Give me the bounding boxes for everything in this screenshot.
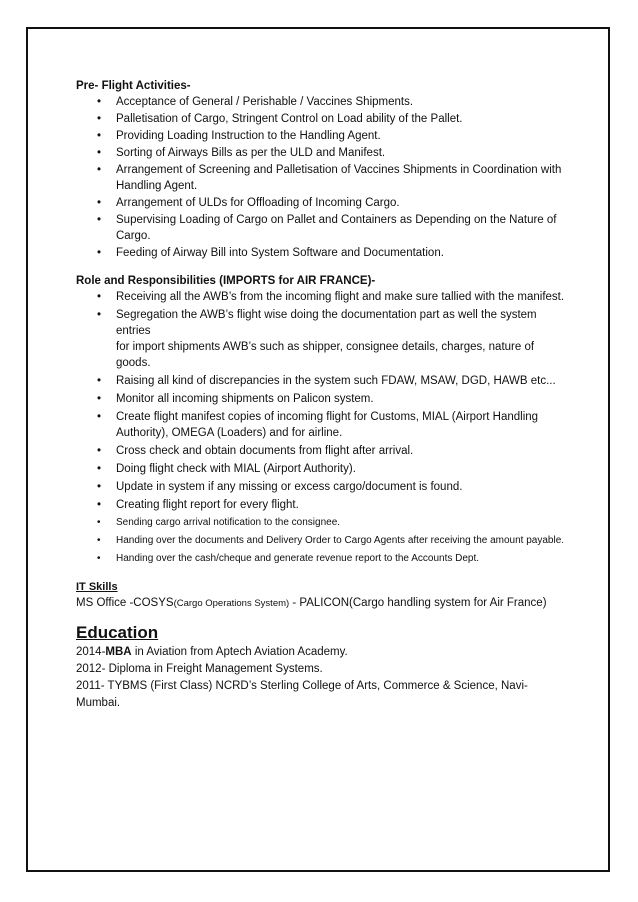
list-item: • Receiving all the AWB’s from the incoming flight and make sure tallied with the manifest. [97,291,565,303]
list-item: • Sorting of Airways Bills as per the ULD and Manifest. [97,147,386,159]
education-diploma: 2012- Diploma in Freight Management Systems. [76,663,323,675]
it-skills-heading: IT Skills [76,581,118,593]
bullet-icon: • [97,214,102,226]
education-tybms: 2011- TYBMS (First Class) NCRD’s Sterling College of Arts, Commerce & Science, Navi-Mumbai. [76,680,528,709]
bullet-icon: • [97,535,101,546]
list-item: • Creating flight report for every flight. [97,499,299,511]
list-item: • Create flight manifest copies of incoming flight for Customs, MIAL (Airport Handling Authority), OMEGA (Loaders) and for airline. [97,411,539,439]
list-item: • Sending cargo arrival notification to the consignee. [76,515,566,531]
education-mba: 2014-MBA in Aviation from Aptech Aviation Academy. [76,646,348,658]
bullet-icon: • [97,309,102,321]
bullet-icon: • [97,197,102,209]
bullet-icon: • [97,499,102,511]
list-item: • Handing over the cash/cheque and generate revenue report to the Accounts Dept. [76,551,566,567]
bullet-icon: • [97,147,102,159]
bullet-icon: • [97,445,102,457]
bullet-icon: • [97,96,102,108]
bullet-icon: • [97,247,102,259]
imports-list [76,289,566,567]
list-item: • Doing flight check with MIAL (Airport Authority). [97,463,356,475]
imports-heading: Role and Responsibilities (IMPORTS for AIR FRANCE)- [76,275,376,287]
list-item-continuation: for import shipments AWB’s such as shipper, consignee details, charges, nature of goods. [116,341,535,369]
document-content [76,79,566,712]
list-item: • Update in system if any missing or excess cargo/document is found. [97,481,463,493]
list-item: • Monitor all incoming shipments on Palicon system. [97,393,374,405]
list-item: • Raising all kind of discrepancies in the system such FDAW, MSAW, DGD, HAWB etc... [97,375,556,387]
bullet-icon: • [97,113,102,125]
bullet-icon: • [97,463,102,475]
bullet-icon: • [97,393,102,405]
list-item: • Arrangement of Screening and Palletisation of Vaccines Shipments in Coordination with Handling Agent. [97,164,562,192]
it-skills-line: MS Office -COSYS(Cargo Operations System) - PALICON(Cargo handling system for Air France) [76,597,547,609]
bullet-icon: • [97,291,102,303]
list-item: • Segregation the AWB’s flight wise doing the documentation part as well the system entries for import shipments AWB’s such as shipper, consignee details, charges, nature of goods. [76,307,566,371]
list-item: • Supervising Loading of Cargo on Pallet and Containers as Depending on the Nature of Cargo. [97,214,557,242]
bullet-icon: • [97,375,102,387]
bullet-icon: • [97,481,102,493]
bullet-icon: • [97,553,101,564]
list-item: • Cross check and obtain documents from flight after arrival. [97,445,414,457]
list-item: • Palletisation of Cargo, Stringent Control on Load ability of the Pallet. [97,113,463,125]
education-heading: Education [76,623,159,642]
pre-flight-list [76,94,566,261]
bullet-icon: • [97,411,102,423]
bullet-icon: • [97,164,102,176]
bullet-icon: • [97,130,102,142]
list-item: • Providing Loading Instruction to the Handling Agent. [97,130,381,142]
list-item: • Acceptance of General / Perishable / Vaccines Shipments. [97,96,414,108]
list-item: • Handing over the documents and Delivery Order to Cargo Agents after receiving the amount payable. [76,533,566,549]
bullet-icon: • [97,517,101,528]
list-item: • Arrangement of ULDs for Offloading of Incoming Cargo. [97,197,400,209]
pre-flight-heading: Pre- Flight Activities- [76,80,191,92]
list-item: • Feeding of Airway Bill into System Software and Documentation. [97,247,444,259]
